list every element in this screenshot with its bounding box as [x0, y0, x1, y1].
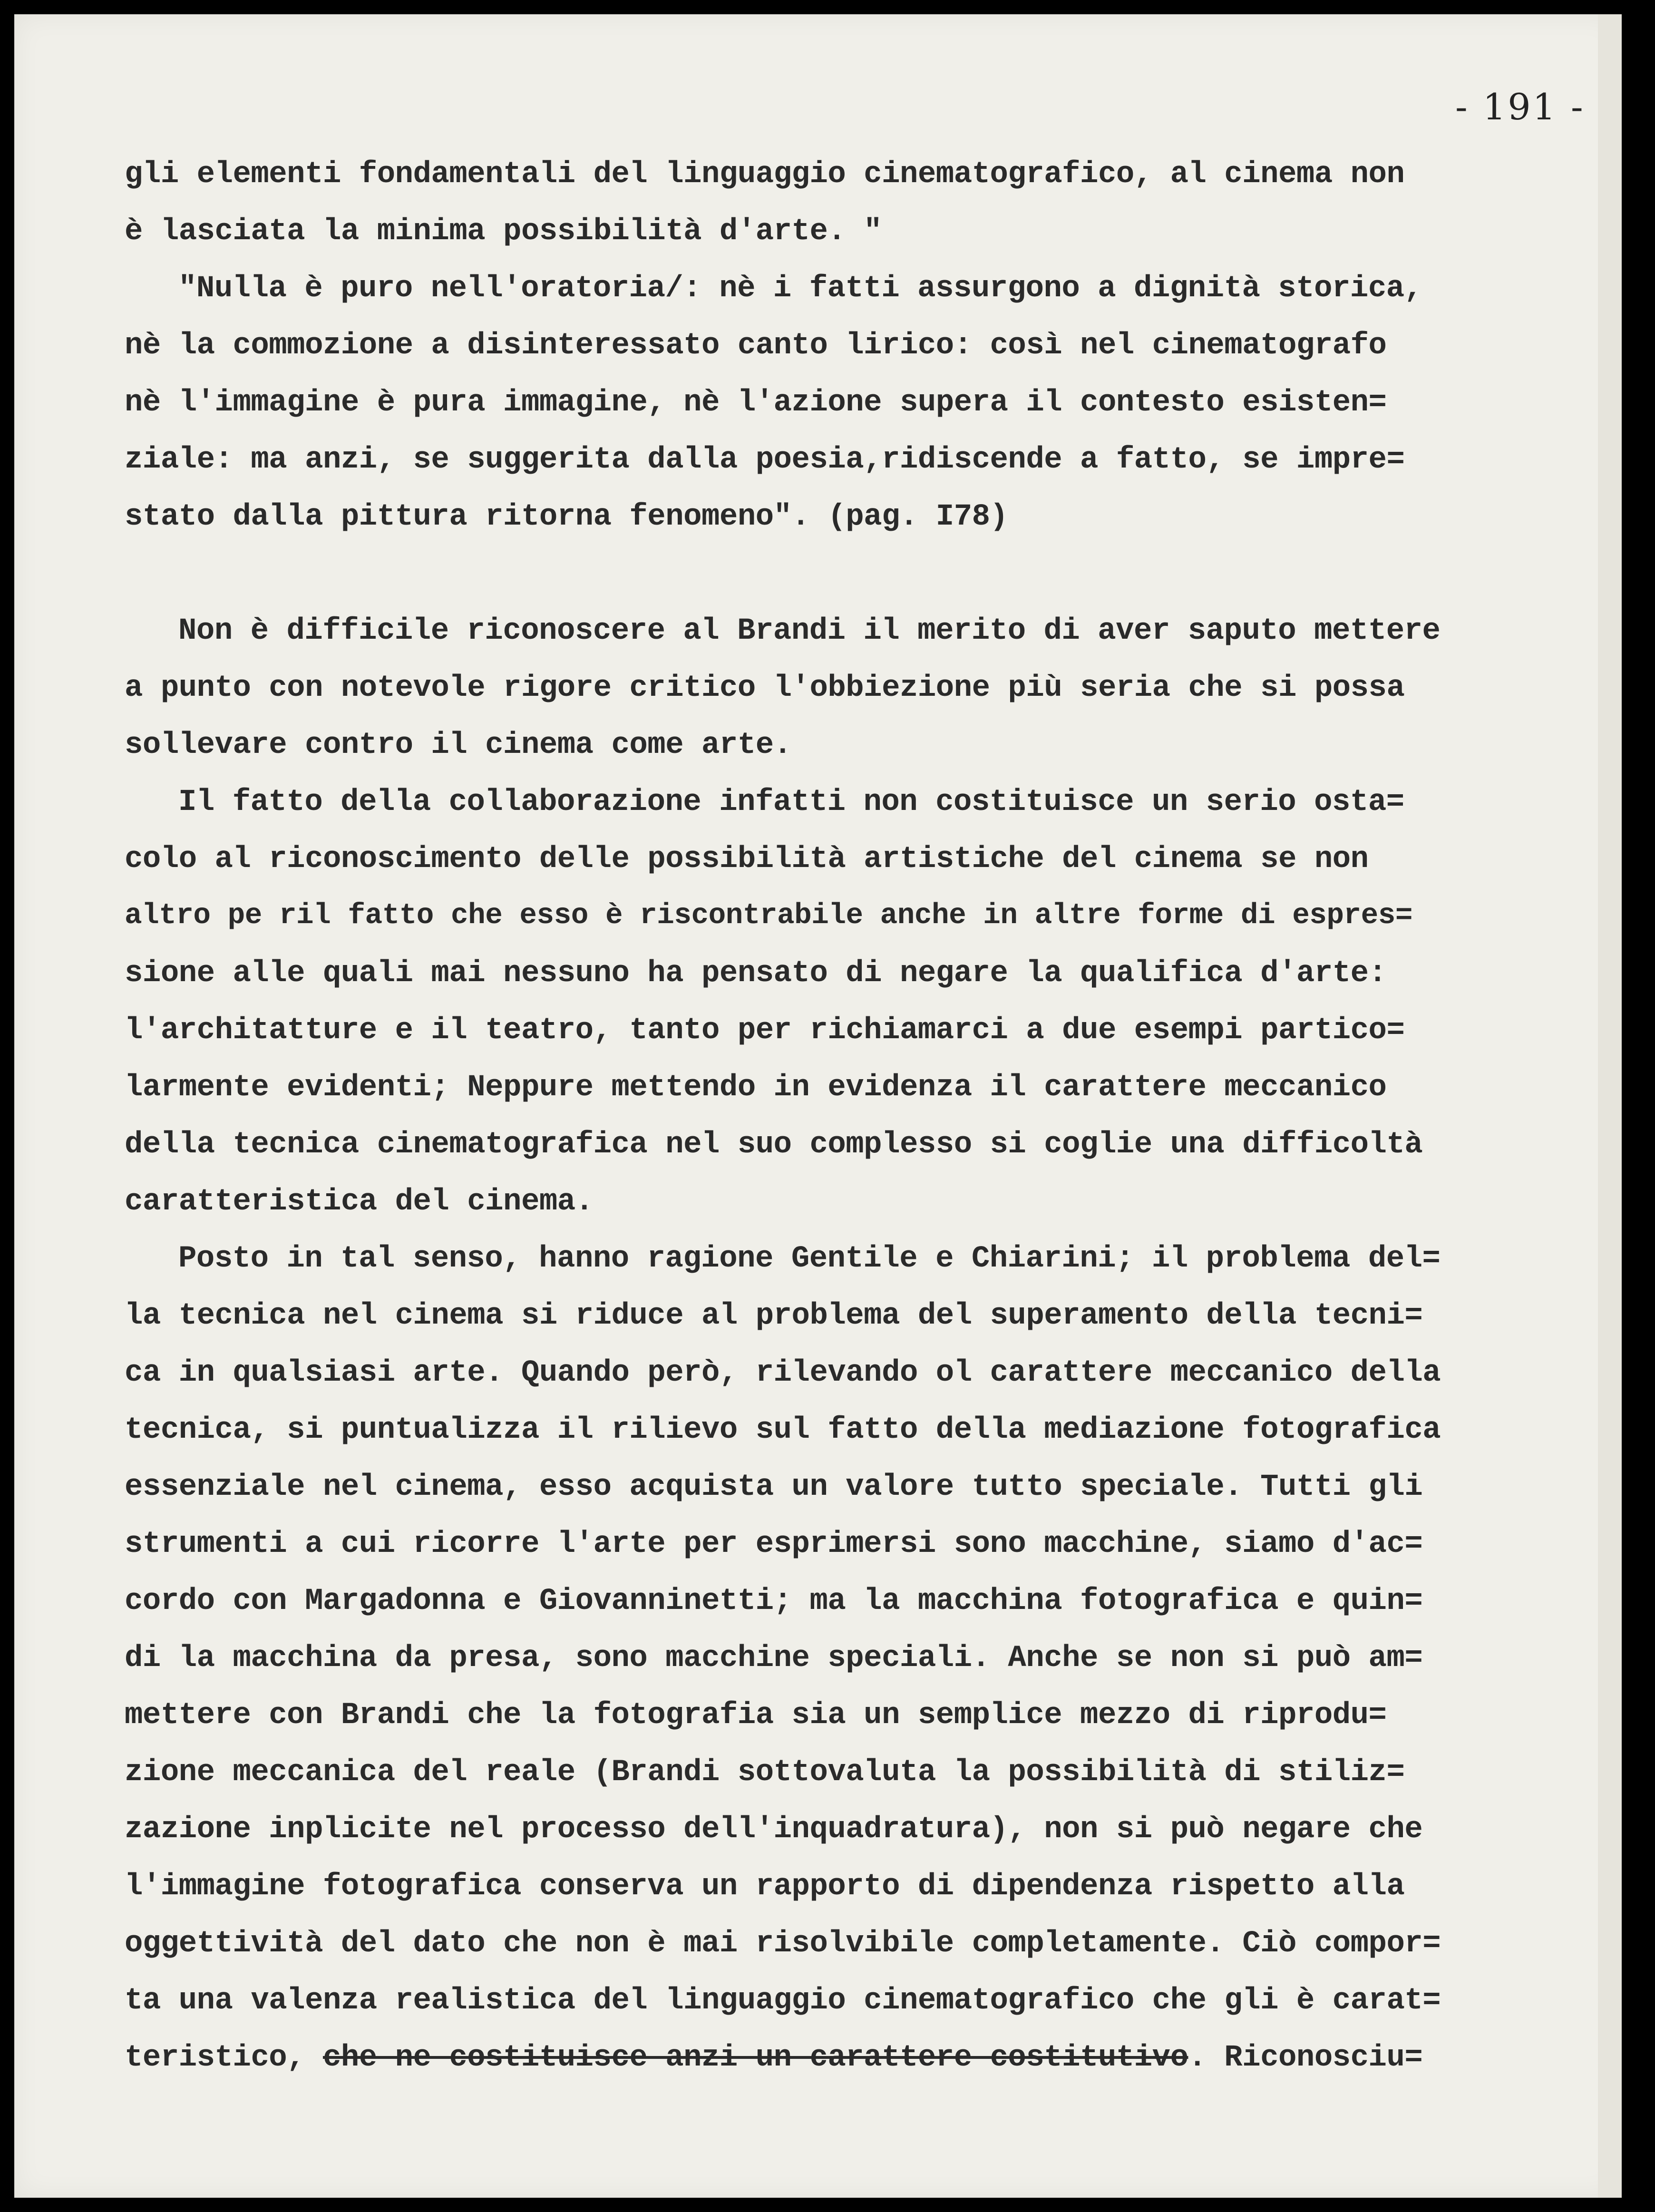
text-segment: teristico, — [125, 2041, 323, 2075]
text-line: mettere con Brandi che la fotografia sia un semplice mezzo di riprodu= — [125, 1698, 1387, 1733]
text-line: a punto con notevole rigore critico l'obbiezione più seria che si possa — [125, 671, 1405, 705]
text-line: stato dalla pittura ritorna fenomeno". (pag. I78) — [125, 500, 1008, 534]
text-line: sione alle quali mai nessuno ha pensato di negare la qualifica d'arte: — [125, 956, 1387, 991]
text-line: oggettività del dato che non è mai risolvibile completamente. Ciò compor= — [125, 1927, 1441, 1961]
text-line: strumenti a cui ricorre l'arte per esprimersi sono macchine, siamo d'ac= — [125, 1527, 1423, 1561]
text-line: gli elementi fondamentali del linguaggio cinematografico, al cinema non — [125, 157, 1405, 192]
text-line: è lasciata la minima possibilità d'arte. " — [125, 214, 882, 249]
text-line: "Nulla è puro nell'oratoria/: nè i fatti assurgono a dignità storica, — [178, 272, 1422, 306]
text-line: Il fatto della collaborazione infatti non costituisce un serio osta= — [178, 785, 1404, 819]
struck-through-text: che ne costituisce anzi un carattere costitutivo — [322, 2041, 1188, 2075]
text-line: di la macchina da presa, sono macchine speciali. Anche se non si può am= — [125, 1641, 1423, 1676]
text-segment: . Riconosciu= — [1188, 2041, 1423, 2075]
text-line: Non è difficile riconoscere al Brandi il merito di aver saputo mettere — [178, 614, 1441, 648]
text-line: zazione inplicite nel processo dell'inquadratura), non si può negare che — [125, 1812, 1423, 1847]
text-line: Posto in tal senso, hanno ragione Gentile e Chiarini; il problema del= — [178, 1242, 1441, 1276]
text-line: sollevare contro il cinema come arte. — [125, 728, 792, 762]
typewritten-page — [14, 14, 1622, 2198]
text-line-last — [125, 2043, 1422, 2073]
text-line: della tecnica cinematografica nel suo complesso si coglie una difficoltà — [125, 1128, 1423, 1162]
text-line: ca in qualsiasi arte. Quando però, rilevando ol carattere meccanico della — [125, 1356, 1441, 1390]
text-line: la tecnica nel cinema si riduce al problema del superamento della tecni= — [125, 1299, 1423, 1333]
text-line: l'architatture e il teatro, tanto per richiamarci a due esempi partico= — [125, 1013, 1405, 1048]
page-number: - 191 - — [1455, 86, 1585, 128]
text-line: ziale: ma anzi, se suggerita dalla poesia,ridiscende a fatto, se impre= — [125, 443, 1405, 477]
text-line: ta una valenza realistica del linguaggio cinematografico che gli è carat= — [125, 1984, 1441, 2018]
text-line: zione meccanica del reale (Brandi sottovaluta la possibilità di stiliz= — [125, 1755, 1405, 1790]
text-line: l'immagine fotografica conserva un rapporto di dipendenza rispetto alla — [125, 1870, 1405, 1904]
text-line: cordo con Margadonna e Giovanninetti; ma la macchina fotografica e quin= — [125, 1584, 1423, 1618]
text-line: altro pe ril fatto che esso è riscontrabile anche in altre forme di espres= — [125, 899, 1412, 932]
text-line: essenziale nel cinema, esso acquista un valore tutto speciale. Tutti gli — [125, 1470, 1423, 1504]
text-line: nè la commozione a disinteressato canto lirico: così nel cinematografo — [125, 329, 1387, 363]
text-line: caratteristica del cinema. — [125, 1185, 594, 1219]
text-line: larmente evidenti; Neppure mettendo in evidenza il carattere meccanico — [125, 1071, 1387, 1105]
text-line: colo al riconoscimento delle possibilità artistiche del cinema se non — [125, 842, 1369, 877]
body-text — [14, 14, 1622, 2198]
text-line: nè l'immagine è pura immagine, nè l'azione supera il contesto esisten= — [125, 386, 1387, 420]
text-line: tecnica, si puntualizza il rilievo sul fatto della mediazione fotografica — [125, 1413, 1441, 1447]
